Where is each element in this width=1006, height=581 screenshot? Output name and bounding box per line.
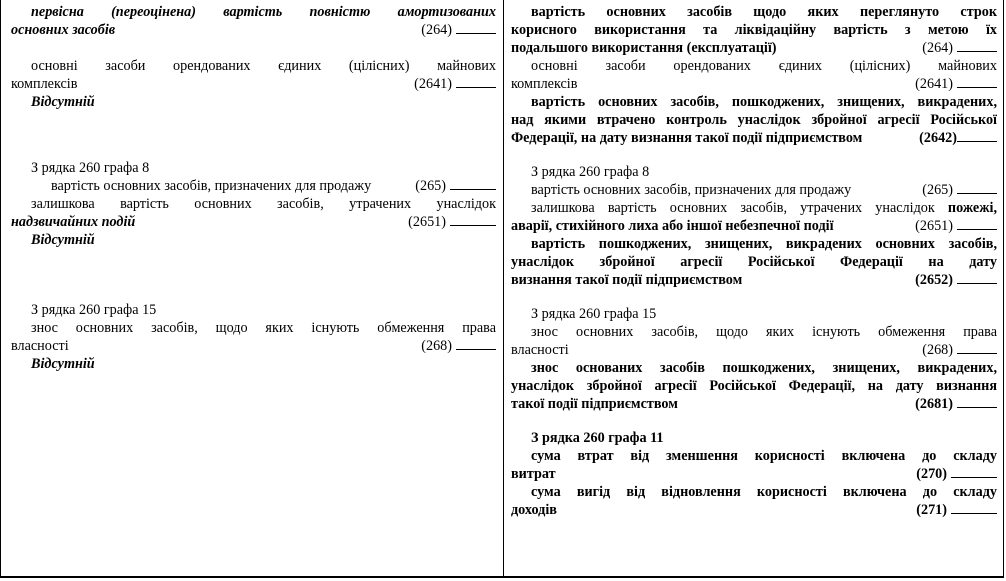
- code-2651: (2651): [408, 214, 446, 230]
- code-265-right: (265): [922, 182, 953, 198]
- left-b2-row: [11, 75, 496, 93]
- right-b5-heading: З рядка 260 графа 15: [531, 306, 657, 322]
- right-b4-item2-line1-bold: пожежі,: [947, 200, 998, 216]
- left-b3-heading: З рядка 260 графа 8: [31, 160, 150, 176]
- right-b6-item2-line1: сума вигід від відновлення корисності включена до складу: [531, 484, 997, 500]
- value-field-264[interactable]: [456, 21, 496, 34]
- left-b3-item1: вартість основних засобів, призначених для продажу: [51, 178, 372, 194]
- right-b4-item2-line1: [511, 199, 997, 217]
- value-field-265[interactable]: [450, 177, 496, 190]
- left-column: [1, 0, 504, 576]
- left-b1-row: [11, 21, 496, 39]
- right-b1-line3: подальшого використання (експлуатації): [511, 40, 777, 56]
- left-b2-line2: комплексів: [11, 76, 78, 92]
- value-field-2652[interactable]: [957, 271, 997, 284]
- left-b3-item2-row: [11, 213, 496, 231]
- code-265: (265): [415, 178, 446, 194]
- right-column: [504, 0, 1004, 576]
- left-b2-line1: основні засоби орендованих єдиних (цілісних) майнових: [31, 58, 496, 74]
- value-field-270[interactable]: [951, 465, 997, 478]
- value-field-2651-right[interactable]: [957, 217, 997, 230]
- code-268: (268): [421, 338, 452, 354]
- right-b2-row: [511, 75, 997, 93]
- right-b4-item3-line1: вартість пошкоджених, знищених, викрадених основних засобів,: [531, 236, 997, 252]
- right-b3-line1: вартість основних засобів, пошкоджених, знищених, викрадених,: [531, 94, 997, 110]
- value-field-2642[interactable]: [957, 129, 997, 142]
- right-b4-item1: вартість основних засобів, призначених для продажу: [531, 182, 852, 198]
- right-b3-line2: над якими втрачено контроль унаслідок збройної агресії Російської: [511, 112, 997, 128]
- code-2681: (2681): [915, 396, 953, 412]
- code-271: (271): [916, 502, 947, 518]
- right-b2-line2: комплексів: [511, 76, 578, 92]
- right-b4-item1-row: [511, 181, 997, 199]
- left-b1-line1: первісна (переоцінена) вартість повністю амортизованих: [31, 4, 496, 20]
- left-b3-item1-row: [11, 177, 496, 195]
- right-b3-line3: Федерації, на дату визнання такої події підприємством: [511, 130, 863, 146]
- code-2651-right: (2651): [915, 218, 953, 234]
- value-field-2641[interactable]: [456, 75, 496, 88]
- left-b4-item1-row: [11, 337, 496, 355]
- right-b4-item2-line1-regular: залишкова вартість основних засобів, утрачених унаслідок: [531, 200, 935, 216]
- value-field-2681[interactable]: [957, 395, 997, 408]
- right-b4-item3-line3: визнання такої події підприємством: [511, 272, 743, 288]
- right-b6-item1-line1: сума втрат від зменшення корисності включена до складу: [531, 448, 997, 464]
- right-b6-item1-line2: витрат: [511, 466, 556, 482]
- left-b2-absent: Відсутній: [31, 94, 95, 110]
- left-b4-heading: З рядка 260 графа 15: [31, 302, 157, 318]
- value-field-265-right[interactable]: [957, 181, 997, 194]
- value-field-271[interactable]: [951, 501, 997, 514]
- right-b3-row: [511, 129, 997, 147]
- left-b3-item2-line2: надзвичайних подій: [11, 214, 136, 230]
- code-2641: (2641): [414, 76, 452, 92]
- right-b5-item2-line2: унаслідок збройної агресії Російської Федерації, на дату визнання: [511, 378, 997, 394]
- right-b1-line1: вартість основних засобів щодо яких переглянуто строк: [531, 4, 997, 20]
- right-b5-item1-line2: власності: [511, 342, 569, 358]
- code-2642: (2642): [919, 130, 957, 146]
- right-b6-item2-row: [511, 501, 997, 519]
- code-270: (270): [916, 466, 947, 482]
- right-b4-item3-row: [511, 271, 997, 289]
- left-b1-line2: основних засобів: [11, 22, 116, 38]
- right-b6-heading: З рядка 260 графа 11: [531, 430, 664, 446]
- right-b4-heading: З рядка 260 графа 8: [531, 164, 650, 180]
- right-b6-item1-row: [511, 465, 997, 483]
- left-b4-item1-line1: знос основних засобів, щодо яких існують обмеження права: [31, 320, 496, 336]
- right-b5-item1-line1: знос основних засобів, щодо яких існують обмеження права: [531, 324, 997, 340]
- value-field-268[interactable]: [456, 337, 496, 350]
- left-b3-absent: Відсутній: [31, 232, 95, 248]
- left-b4-absent: Відсутній: [31, 356, 95, 372]
- code-268-right: (268): [922, 342, 953, 358]
- right-b2-line1: основні засоби орендованих єдиних (цілісних) майнових: [531, 58, 997, 74]
- right-b5-item1-row: [511, 341, 997, 359]
- code-2652: (2652): [915, 272, 953, 288]
- right-b5-item2-row: [511, 395, 997, 413]
- right-b6-item2-line2: доходів: [511, 502, 557, 518]
- value-field-268-right[interactable]: [957, 341, 997, 354]
- value-field-264-right[interactable]: [957, 39, 997, 52]
- right-b4-item2-row: [511, 217, 997, 235]
- code-264-right: (264): [922, 40, 953, 56]
- right-b4-item2-line2: аварії, стихійного лиха або іншої небезпечної події: [511, 218, 834, 234]
- right-b5-item2-line1: знос основаних засобів пошкоджених, знищених, викрадених,: [531, 360, 997, 376]
- value-field-2651[interactable]: [450, 213, 496, 226]
- right-b1-line2: корисного використання та ліквідаційну вартість з метою їх: [511, 22, 997, 38]
- code-264: (264): [421, 22, 452, 38]
- right-b1-row: [511, 39, 997, 57]
- left-b4-item1-line2: власності: [11, 338, 69, 354]
- left-b3-item2-line1: залишкова вартість основних засобів, утрачених унаслідок: [31, 196, 496, 212]
- right-b4-item3-line2: унаслідок збройної агресії Російської Федерації на дату: [511, 254, 997, 270]
- code-2641-right: (2641): [915, 76, 953, 92]
- right-b5-item2-line3: такої події підприємством: [511, 396, 678, 412]
- value-field-2641-right[interactable]: [957, 75, 997, 88]
